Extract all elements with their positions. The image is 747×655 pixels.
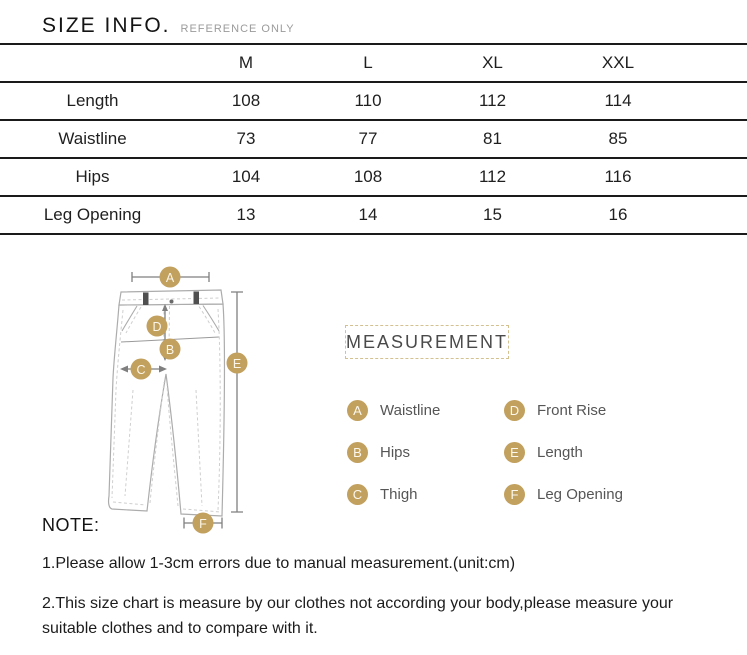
note-item: 1.Please allow 1-3cm errors due to manual measurement.(unit:cm) (42, 555, 516, 572)
marker-c-label: C (136, 362, 146, 377)
marker-a-label: A (165, 270, 175, 285)
page-subtitle: REFERENCE ONLY (180, 23, 295, 35)
marker-c (131, 359, 152, 380)
size-corner-cell (0, 44, 185, 82)
marker-d-label: D (152, 319, 162, 334)
table-row (0, 120, 747, 158)
belt-loop (194, 292, 200, 305)
spacer-cell (680, 158, 747, 196)
legend-marker-e: E (504, 442, 525, 463)
size-cell: 16 (608, 205, 628, 224)
legend-marker-d: D (504, 400, 525, 421)
size-column-header: M (238, 53, 254, 72)
marker-a (160, 267, 181, 288)
legend-item (347, 473, 504, 515)
size-column-header: XXL (601, 53, 635, 72)
pants-measurement-diagram (75, 252, 255, 537)
table-row (0, 82, 747, 120)
marker-e-label: E (232, 356, 242, 371)
note-item: 2.This size chart is measure by our clothes not according your body,please measure your suitable clothes and to compare with it. (42, 595, 674, 637)
size-cell: 108 (231, 91, 261, 110)
legend-marker-c: C (347, 484, 368, 505)
measurement-box (345, 325, 509, 359)
marker-b-label: B (165, 342, 175, 357)
spacer-cell (680, 196, 747, 234)
size-table-header-row (0, 44, 747, 82)
page-title: SIZE INFO. (42, 14, 171, 37)
note-heading: NOTE: (42, 515, 100, 535)
size-cell: 14 (358, 205, 378, 224)
size-cell: 77 (358, 129, 378, 148)
legend-label: Front Rise (537, 401, 607, 419)
size-row-label: Leg Opening (43, 205, 142, 224)
size-cell: 13 (236, 205, 256, 224)
spacer-cell (680, 44, 747, 82)
size-cell: 110 (354, 91, 382, 110)
marker-e (227, 353, 248, 374)
marker-d (147, 316, 168, 337)
size-cell: 112 (478, 91, 507, 110)
legend-label: Length (537, 443, 583, 461)
table-row (0, 158, 747, 196)
spacer-cell (680, 82, 747, 120)
size-cell: 73 (236, 129, 256, 148)
note-section (42, 515, 729, 641)
size-row-label: Waistline (58, 129, 127, 148)
spacer-cell (680, 120, 747, 158)
waist-button (170, 300, 174, 304)
size-column-header: XL (482, 53, 503, 72)
measurement-legend (347, 389, 623, 515)
belt-loop (143, 293, 149, 306)
legend-label: Hips (380, 443, 411, 461)
marker-b (160, 339, 181, 360)
size-column-header: L (363, 53, 373, 72)
size-cell: 114 (604, 91, 632, 110)
legend-label: Leg Opening (537, 485, 623, 503)
size-cell: 112 (478, 167, 507, 186)
size-row-label: Hips (75, 167, 110, 186)
size-cell: 85 (608, 129, 628, 148)
measurement-title: MEASUREMENT (346, 331, 509, 352)
size-cell: 15 (483, 205, 502, 224)
legend-item (347, 389, 504, 431)
table-row (0, 196, 747, 234)
size-table (0, 43, 747, 235)
legend-item (504, 473, 623, 515)
size-cell: 81 (483, 129, 502, 148)
legend-label: Thigh (380, 485, 418, 503)
legend-item (504, 389, 623, 431)
legend-item (347, 431, 504, 473)
measure-line-e (231, 292, 243, 512)
size-cell: 116 (604, 167, 632, 186)
legend-marker-a: A (347, 400, 368, 421)
size-cell: 108 (353, 167, 383, 186)
legend-marker-b: B (347, 442, 368, 463)
size-cell: 104 (231, 167, 261, 186)
legend-label: Waistline (380, 401, 441, 419)
marker-f-label: F (199, 516, 207, 531)
page-header (42, 14, 295, 38)
legend-marker-f: F (504, 484, 525, 505)
size-row-label: Length (66, 91, 119, 110)
legend-item (504, 431, 623, 473)
